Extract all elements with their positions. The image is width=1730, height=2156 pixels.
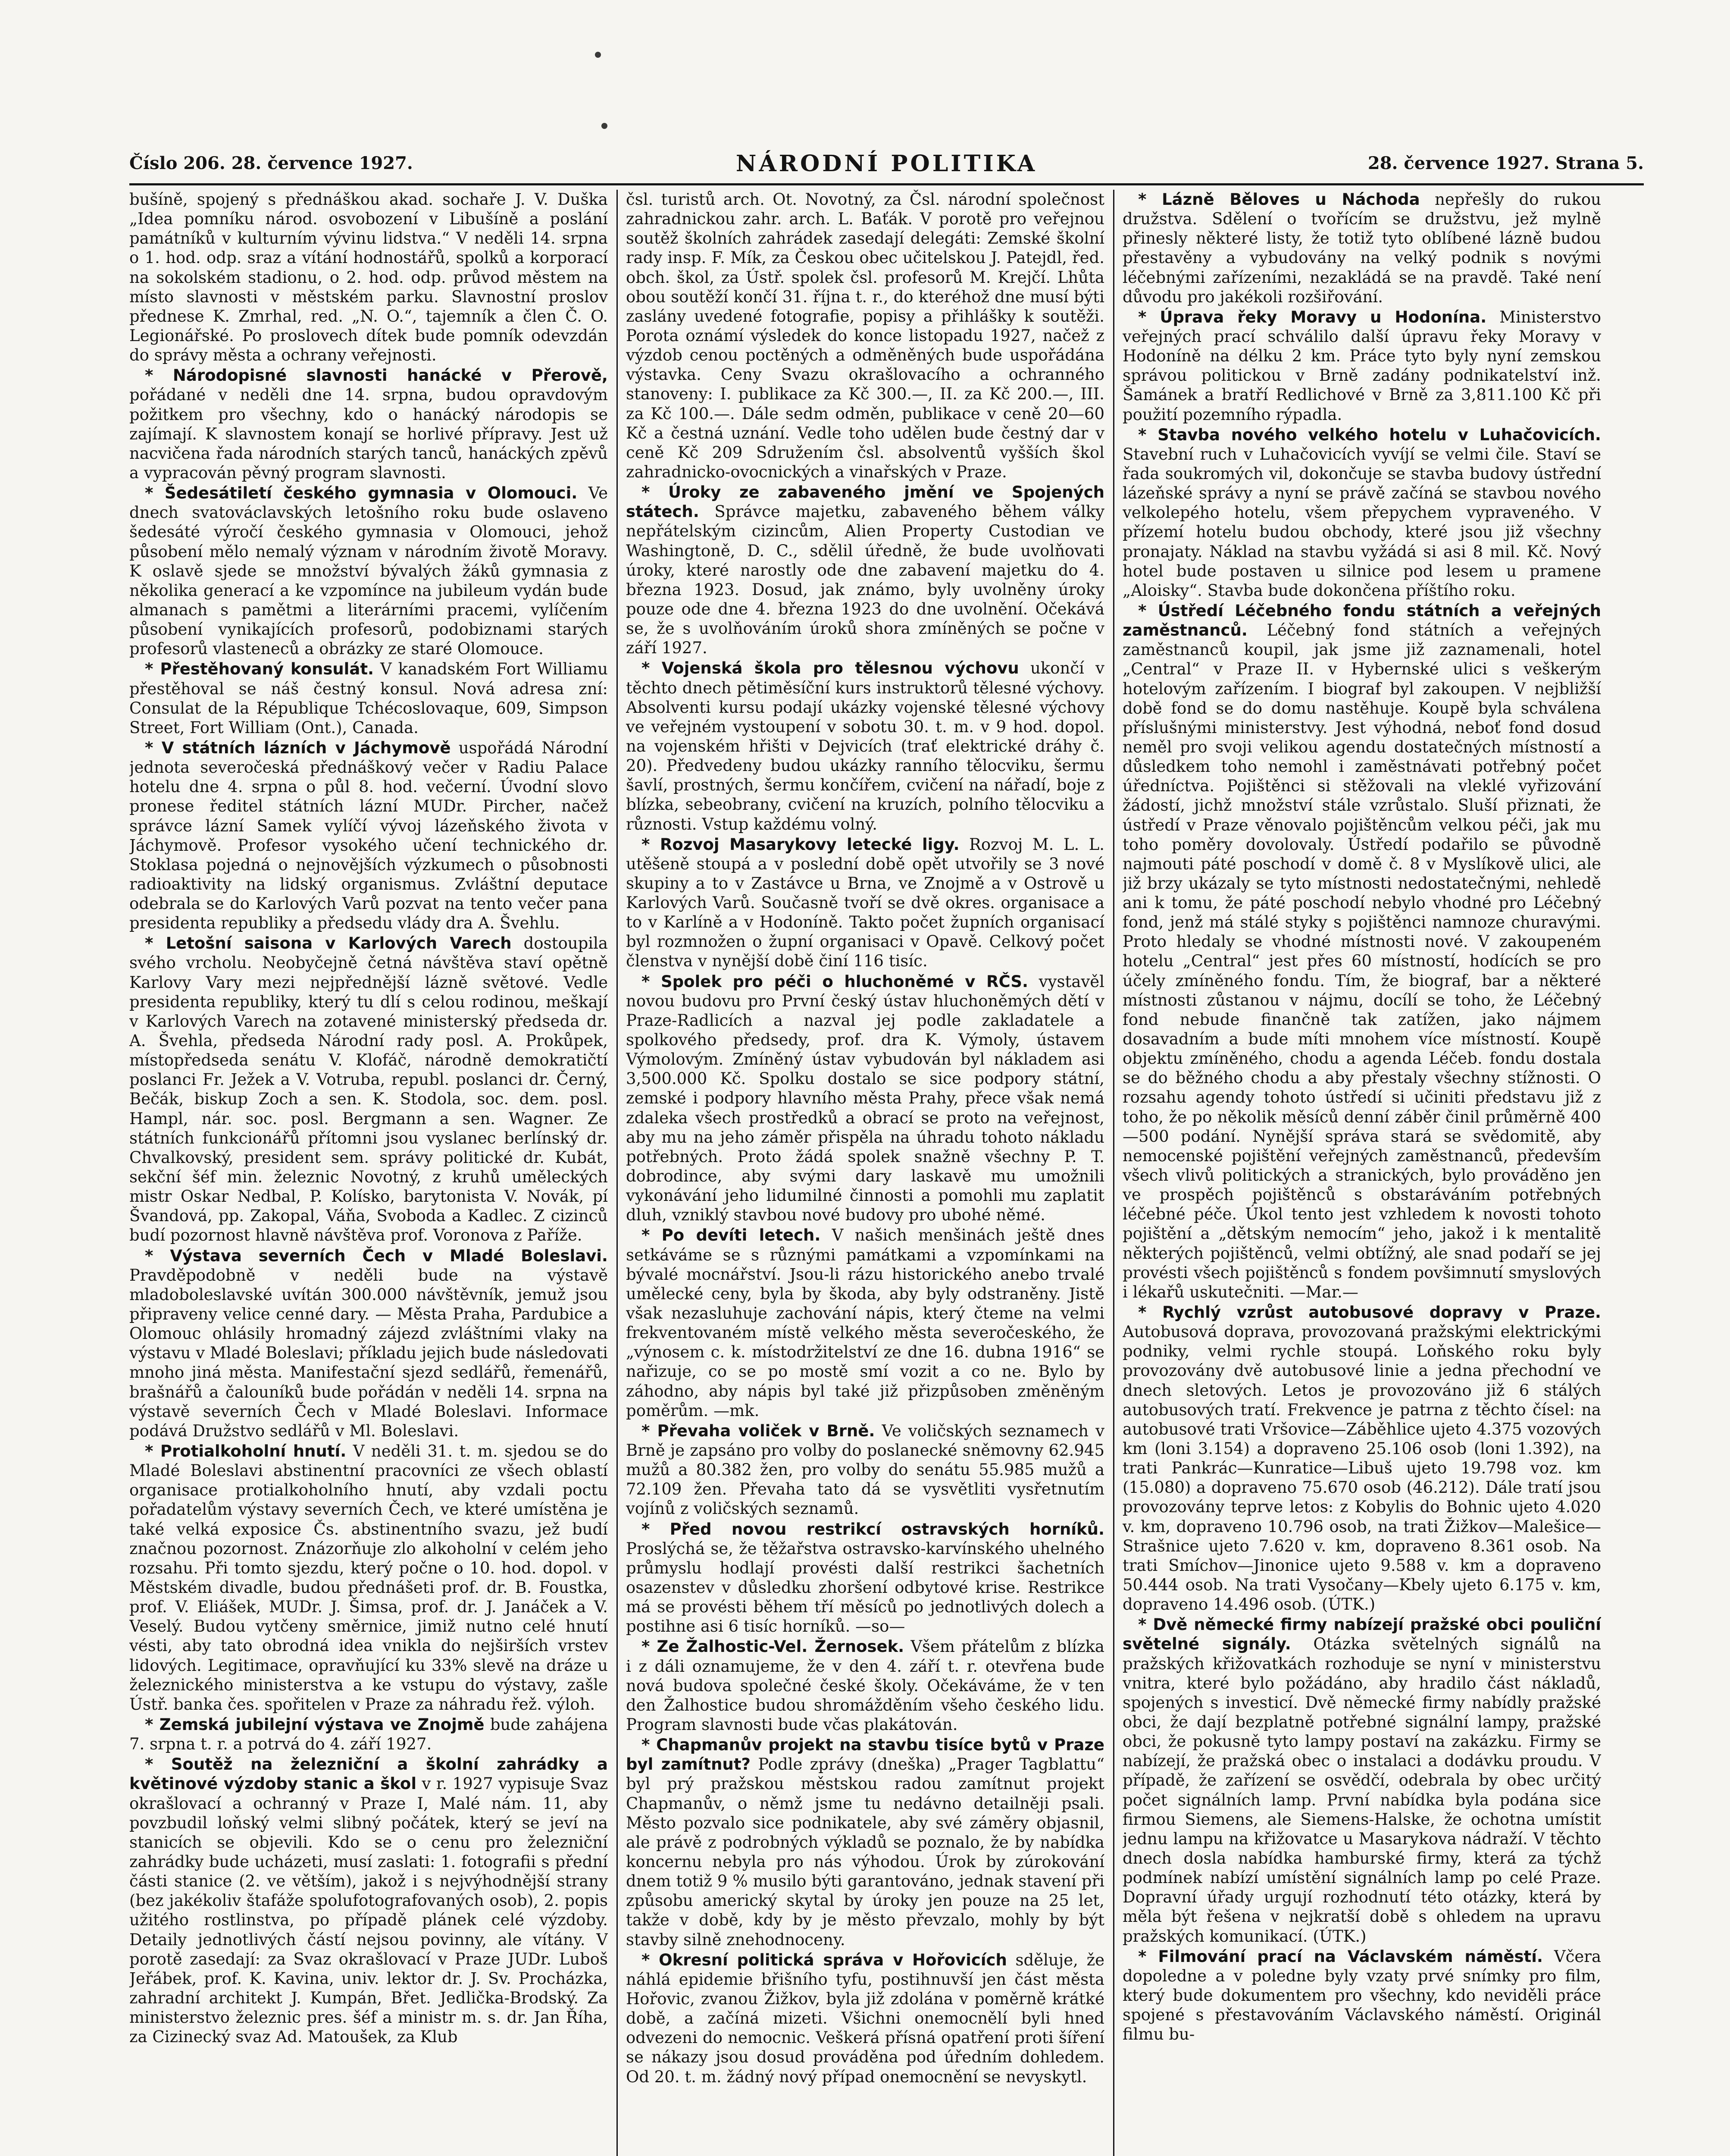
header-rule bbox=[129, 183, 1644, 185]
news-item bbox=[129, 366, 608, 483]
news-item-body: sděluje, že náhlá epidemie břišního tyfu, postihnuvší jen část města Hořovic, zvanou Žižkov, byla již zdolána v poměrně krátké době, a začíná mizeti. Všichni onemocnělí byli hned odvezeni do nemocnic. Veškerá přísná opatření proti šíření se nákazy jsou dosud prováděna pod úředním dohledem. Od 20. t. m. žádný nový případ onemocnění se nevyskytl. bbox=[626, 1950, 1104, 2086]
news-item-body: Proslýchá se, že těžařstva ostravsko-karvínského uhelného průmyslu hodlají provésti další restrikci šachetních osazenstev v důsledku zhoršení odbytové krise. Restrikce má se provésti během tří měsíců po jednotlivých dolech a postihne asi 6 tisíc horníků. —so— bbox=[626, 1539, 1104, 1636]
news-item-body: Ministerstvo veřejných prací schválilo další úpravu řeky Moravy v Hodoníně na délku 2 km. Práce tyto byly nyní zemskou správou politickou v Brně zadány podnikatelství inž. Šamánek a bratří Redlichové v Brně za 3,811.100 Kč při použití pozemního rýpadla. bbox=[1123, 307, 1601, 424]
news-item-headline: * Národopisné slavnosti hanácké v Přerově, bbox=[145, 366, 608, 385]
news-item bbox=[1123, 1303, 1601, 1614]
page-date-number: 28. července 1927. Strana 5. bbox=[1367, 153, 1644, 173]
news-item-body: Všem přátelům z blízka i z dáli oznamujeme, že v den 4. září t. r. otevřena bude nová budova společné české školy. Očekáváme, že v ten den Žalhostice budou shromážděním všeho českého lidu. Program slavnosti bude včas plakátován. bbox=[626, 1637, 1104, 1734]
news-item-headline: * Lázně Běloves u Náchoda bbox=[1138, 190, 1420, 209]
news-item bbox=[129, 483, 608, 658]
print-speck bbox=[595, 52, 601, 58]
news-item-body: Stavební ruch v Luhačovicích vyvíjí se velmi čile. Staví se řada soukromých vil, dokončuje se stavba budovy ústřední lázeňské správy a nyní se právě začíná se stavbou nového velkolepého hotelu, všem přepychem vypraveného. V přízemí hotelu budou obchody, které jsou již všechny pronajaty. Náklad na stavbu vyžádá si asi 8 mil. Kč. Nový hotel bude postaven u silnice pod lesem u pramene „Aloisky“. Stavba bude dokončena příštího roku. bbox=[1123, 445, 1601, 600]
column-2 bbox=[626, 190, 1104, 2156]
news-item bbox=[626, 972, 1104, 1225]
news-item-body: nepřešly do rukou družstva. Sdělení o tvořícím se družstvu, jež mylně přinesly některé listy, že totiž tyto oblíbené lázně budou přestavěny a vybudovány na velký podnik s novými léčebnými zařízeními, nezakládá se na pravdě. Také není důvodu pro jakékoli rozšiřování. bbox=[1123, 190, 1601, 306]
news-item-headline: * Letošní saisona v Karlových Varech bbox=[145, 934, 512, 953]
news-item-body: Rozvoj M. L. L. utěšeně stoupá a v poslední době opět utvořily se 3 nové skupiny a to v Zastávce u Brna, ve Znojmě a v Ostrově u Karlových Varů. Současně tvoří se dvě okres. organisace a to v Karlíně a v Hodoníně. Takto počet župních organisací byl rozmnožen o župní organisaci v Opavě. Celkový počet členstva v nynější době činí 116 tisíc. bbox=[626, 835, 1104, 971]
news-item bbox=[626, 1950, 1104, 2087]
news-item-headline: * Dvě německé firmy nabízejí pražské obci pouliční světelné signály. bbox=[1123, 1615, 1601, 1654]
news-item bbox=[626, 1225, 1104, 1420]
news-item bbox=[626, 658, 1104, 834]
news-item-headline: * Úprava řeky Moravy u Hodonína. bbox=[1138, 307, 1487, 326]
news-item-headline: * Úroky ze zabaveného jmění ve Spojených státech. bbox=[626, 483, 1104, 521]
news-item-body: Otázka světelných signálů na pražských křižovatkách rozhoduje se nyní v ministerstvu vnitra, které bylo požádáno, aby hradilo část nákladů, spojených s investicí. Dvě německé firmy nabídly pražské obci, že dají bezplatně potřebné signální lampy, pražské obci, že pokusně tyto lampy postaví na zakázku. Firmy se nabízejí, že pražská obec o instalaci a dodávku proudu. V případě, že zařízení se osvědčí, odebrala by obec určitý počet signálních lamp. První nabídka byla podána sice firmou Siemens, ale Siemens-Halske, že ochotna umístit jednu lampu na křižovatce u Masarykova nádraží. V těchto dnech dosla nabídka hamburské firmy, která za týchž podmínek nabízí umístění signálních lamp po celé Praze. Dopravní úřady urgují rozhodnutí této otázky, která by měla být řešena v nejkratší době s ohledem na upravu pražských komunikací. (ÚTK.) bbox=[1123, 1635, 1601, 1946]
news-item bbox=[626, 1735, 1104, 1949]
news-item-headline: * Šedesátiletí českého gymnasia v Olomouci. bbox=[145, 484, 578, 503]
news-item-headline: * Přestěhovaný konsulát. bbox=[145, 660, 374, 679]
news-item bbox=[1123, 601, 1601, 1302]
news-item bbox=[626, 190, 1104, 482]
news-item-headline: * Filmování prací na Václavském náměstí. bbox=[1138, 1947, 1543, 1966]
news-item-headline: * Stavba nového velkého hotelu v Luhačovicích. bbox=[1138, 425, 1601, 444]
news-item-headline: * Po devíti letech. bbox=[641, 1226, 821, 1245]
news-item-body: vystavěl novou budovu pro První český ústav hluchoněmých dětí v Praze-Radlicích a nazval jej podle zakladatele a spolkového předsedy, prof. dra K. Výmoly, ústavem Výmolovým. Zmíněný ústav vybudován byl nákladem asi 3,500.000 Kč. Spolku dostalo se sice podpory státní, zemské i podpory hlavního města Prahy, přece však nemá zdaleka všech prostředků a obrací se proto na veřejnost, aby mu na jeho záměr přispěla na úhradu tohoto nákladu potřebných. Proto žádá spolek snažně všechny P. T. dobrodince, aby svými dary laskavě mu umožnili vykonávání jeho lidumilné činnosti a pomohli mu zaplatit dluh, vzniklý stavbou nové budovy pro ubohé němé. bbox=[626, 972, 1104, 1225]
news-item bbox=[1123, 1615, 1601, 1946]
news-item bbox=[626, 483, 1104, 658]
news-item-headline: * Ústředí Léčebného fondu státních a veřejných zaměstnanců. bbox=[1123, 601, 1601, 640]
print-speck bbox=[601, 123, 607, 129]
news-item-body: Včera dopoledne a v poledne byly vzaty prvé snímky pro film, který bude dokumentem pro všechny, kdo neviděli práce spojené s přestavováním Václavského náměstí. Originál filmu bu- bbox=[1123, 1947, 1601, 2044]
news-item-headline: * Rychlý vzrůst autobusové dopravy v Praze. bbox=[1138, 1303, 1601, 1322]
issue-number: Číslo 206. 28. července 1927. bbox=[129, 153, 413, 173]
news-item bbox=[626, 1421, 1104, 1519]
news-item bbox=[626, 835, 1104, 971]
news-item-body: V kanadském Fort Williamu přestěhoval se náš čestný konsul. Nová adresa zní: Consulat de la République Tchécoslovaque, 609, Simpson Street, Fort William (Ont.), Canada. bbox=[129, 660, 608, 737]
news-item bbox=[129, 1246, 608, 1441]
news-item bbox=[1123, 1947, 1601, 2044]
news-item-headline: * Soutěž na železniční a školní zahrádky a květinové výzdoby stanic a škol bbox=[129, 1755, 608, 1793]
news-item-body: Autobusová doprava, provozovaná pražskými elektrickými podniky, velmi rychle stoupá. Loňského roku byly provozovány dvě autobusové linie a jedna přechodní ve dnech sletových. Letos je provozováno již 6 stálých autobusových tratí. Frekvence je patrna z těchto čísel: na autobusové trati Vršovice—Záběhlice ujeto 4.375 vozových km (loni 3.154) a dopraveno 25.106 osob (loni 1.392), na trati Pankrác—Kunratice—Libuš ujeto 19.798 voz. km (15.080) a dopraveno 75.670 osob (46.212). Dále tratí jsou provozovány teprve letos: z Kobylis do Bohnic ujeto 4.020 v. km, dopraveno 10.796 osob, na trati Žižkov—Malešice—Strašnice ujeto 7.620 v. km, dopraveno 8.361 osob. Na trati Smíchov—Jinonice ujeto 9.588 v. km a dopraveno 50.444 osob. Na trati Vysočany—Kbely ujeto 6.175 v. km, dopraveno 14.496 osob. (ÚTK.) bbox=[1123, 1322, 1601, 1614]
news-item-body: bude zahájena 7. srpna t. r. a potrvá do 4. září 1927. bbox=[129, 1715, 608, 1754]
news-item-headline: * Před novou restrikcí ostravských horníků. bbox=[641, 1520, 1104, 1539]
masthead-title: NÁRODNÍ POLITIKA bbox=[735, 150, 1038, 177]
news-item bbox=[626, 1637, 1104, 1734]
news-item-headline: * Ze Žalhostic-Vel. Žernosek. bbox=[641, 1637, 904, 1656]
news-item-body: Léčebný fond státních a veřejných zaměstnanců koupil, jak jsme již zaznamenali, hotel „Central“ v Praze II. v Hybernské ulici s veškerým hotelovým zařízením. I biograf byl zakoupen. V nejbližší době fond se do domu nastěhuje. Koupě byla schválena příslušnými ministerstvy. Jest výhodná, neboť fond dosud neměl pro svoji velikou agendu dostatečných místností a důsledkem toho nemohl i zaměstnávati potřebný počet úředníctva. Pojištěnci si stěžovali na vleklé vyřizování žádostí, jichž množství stále vzrůstalo. Sluší přiznati, že ústředí v Praze věnovalo pojištěncům velkou péči, jak mu toho poměry dovolovaly. Ústředí podařilo se původně najmouti páté poschodí v domě č. 8 v Myslíkově ulici, ale již brzy ukázaly se tyto místnosti nedostatečnými, nehledě ani k tomu, že páté poschodí nebylo vhodné pro Léčebný fond, jenž má stálé styky s pojištěnci namnoze churavými. Proto hledaly se vhodné místnosti nové. V zakoupeném hotelu „Central“ jest přes 60 místností, hodících se pro účely zmíněného fondu. Tím, že biograf, bar a některé místnosti zůstanou v nájmu, docílí se toho, že Léčebný fond nebude finančně tak zatížen, jako nájmem dosavadním a bude míti mnohem více místností. Koupě objektu zmíněného, chodu a agenda Léčeb. fondu dostala se do běžného chodu a aby přestaly všechny stížnosti. O rozsahu agendy tohoto ústředí si učiniti představu již z toho, že po několik měsíců denní záběr činil průměrně 400—500 podání. Nynější správa stará se svědomitě, aby nemocenské pojištění veřejných zaměstnanců, především všech vlivů politických a stranických, bylo prováděno jen ve prospěch pojištěnců s obstaráváním potřebných léčebné péče. Úkol tento jest vzhledem k novosti tohoto pojištění a „dětským nemocím“ jeho, jakož i k mentalitě některých pojištěnců, velmi obtížný, ale snad podaří se jej provésti všech pojištěnců s fondem povšimnutí smyslových i lékařů uskutečniti. —Mar.— bbox=[1123, 621, 1601, 1301]
news-item-headline: * Spolek pro péči o hluchoněmé v RČS. bbox=[641, 972, 1029, 991]
news-item-body: Ve voličských seznamech v Brně je zapsáno pro volby do poslanecké sněmovny 62.945 mužů a 80.382 žen, pro volby do senátu 55.985 mužů a 72.109 žen. Převaha tato dá se vysvětliti vysřetnutím vojínů z voličských seznamů. bbox=[626, 1421, 1104, 1518]
news-item bbox=[626, 1520, 1104, 1636]
news-item bbox=[1123, 190, 1601, 307]
page-header bbox=[129, 150, 1644, 179]
news-item-body: dostoupila svého vrcholu. Neobyčejně četná návštěva staví opětně Karlovy Vary mezi nejpřednější lázně světové. Vedle presidenta republiky, který tu dlí s celou rodinou, meškají v Karlových Varech na zotavené ministerský předseda dr. A. Švehla, předseda Národní rady posl. A. Prokůpek, místopředseda senátu V. Klofáč, národně demokratičtí poslanci Fr. Ježek a V. Votruba, republ. poslanci dr. Černý, Bečák, biskup Zoch a sen. K. Stodola, soc. dem. posl. Hampl, nár. soc. posl. Bergmann a sen. Wagner. Ze státních funkcionářů přítomni jsou vyslanec berlínský dr. Chvalkovský, president sem. správy politické dr. Kubát, sekční šéf min. železnic Novotný, z kruhů uměleckých mistr Oskar Nedbal, P. Kolísko, barytonista V. Novák, pí Švandová, pp. Zakopal, Váňa, Svoboda a Kadlec. Z cizinců budí pozornost hlavně návštěva prof. Voronova z Paříže. bbox=[129, 934, 608, 1245]
news-item-headline: * Protialkoholní hnutí. bbox=[145, 1442, 347, 1460]
news-item-headline: * Rozvoj Masarykovy letecké ligy. bbox=[641, 835, 960, 854]
news-item-headline: * Vojenská škola pro tělesnou výchovu bbox=[641, 659, 1019, 678]
news-item bbox=[1123, 307, 1601, 424]
news-item-headline: * Převaha voliček v Brně. bbox=[641, 1421, 875, 1440]
news-item bbox=[129, 1715, 608, 1754]
news-item bbox=[129, 738, 608, 933]
news-item-body: v r. 1927 vypisuje Svaz okrašlovací a ochranný v Praze I, Malé nám. 11, aby povzbudil loňský velmi slibný počátek, který se jeví na stanicích se objevili. Kdo se o cenu pro železniční zahrádky bude ucházeti, musí zaslati: 1. fotografii s přední části stanice (2. ve větším), jakož i s nejvýhodnější strany (bez jakékoliv štafáže spolufotografovaných osob), 2. popis užitého rostlinstva, po případě plánek celé výzdoby. Detaily jednotlivých částí nejsou povinny, ale vítány. V porotě zasedají: za Svaz okrašlovací v Praze JUDr. Luboš Jeřábek, prof. K. Kavina, univ. lektor dr. J. Sv. Procházka, zahradní architekt J. Kumpán, Břet. Jedlička-Brodský. Za ministerstvo železnic pres. šéf a ministr m. s. dr. Jan Říha, za Cizinecký svaz Ad. Matoušek, za Klub bbox=[129, 1774, 608, 2046]
news-item-headline: * V státních lázních v Jáchymově bbox=[145, 738, 451, 757]
news-item-headline: * Zemská jubilejní výstava ve Znojmě bbox=[145, 1715, 485, 1734]
news-item-body: V našich menšinách ještě dnes setkáváme se s různými památkami a vzpomínkami na bývalé mocnářství. Jsou-li rázu historického anebo trvalé umělecké ceny, byla by škoda, aby byly odstraněny. Jistě však nezasluhuje zachování nápis, který čteme na velmi frekventovaném místě velkého města severočeského, že „výnosem c. k. místodržitelství ze dne 16. dubna 1916“ se nařizuje, co se po mostě smí vozit a co ne. Bylo by záhodno, aby nápis byl také již přizpůsoben změněným poměrům. —mk. bbox=[626, 1226, 1104, 1420]
news-item-headline: * Výstava severních Čech v Mladé Boleslavi. bbox=[145, 1246, 608, 1265]
news-item-body: ukončí v těchto dnech pětiměsíční kurs instruktorů tělesné výchovy. Absolventi kursu podají ukázky vojenské tělesné výchovy ve veřejném vystoupení v sobotu 30. t. m. v 9 hod. dopol. na vojenském hřišti v Dejvicích (trať elektrické dráhy č. 20). Předvedeny budou ukázky ranního tělocviku, šermu šavlí, prostných, šermu končířem, cvičení na nářadí, boje z blízka, sebeobrany, cvičení na kruzích, polního tělocviku a různosti. Vstup každému volný. bbox=[626, 659, 1104, 834]
news-item-body: Ve dnech svatováclavských letošního roku bude oslaveno šedesáté výročí českého gymnasia v Olomouci, jehož působení mělo nemalý význam v národním životě Moravy. K oslavě sjede se množství bývalých žáků gymnasia z několika generací a ke vzpomínce na jubileum vydán bude almanach s pamětmi a literárními pracemi, vylíčením působení vynikajících profesorů, podobiznami starých profesorů vlasteneců a obrázky ze staré Olomouce. bbox=[129, 484, 608, 658]
news-item-body: Podle zprávy (dneška) „Prager Tagblattu“ byl prý pražskou městskou radou zamítnut projekt Chapmanův, o němž jsme tu nedávno detailněji psali. Město pozvalo sice podnikatele, aby své záměry objasnil, ale právě z podrobných výkladů se poznalo, že by nabídka koncernu nebyla pro nás výhodou. Úrok by zúrokování dnem totiž 9 % musilo býti garantováno, jednak stavení při způsobu americký skytal by úroky jen pouze na 25 let, takže v době, kdy by je město převzalo, mohly by být stavby silně znehodnoceny. bbox=[626, 1755, 1104, 1949]
news-item bbox=[1123, 425, 1601, 600]
news-item-body: bušíně, spojený s přednáškou akad. sochaře J. V. Duška „Idea pomníku národ. osvobození v Libušíně a poslání památníků v kulturním vývinu lidstva.“ V neděli 14. srpna o 1. hod. odp. sraz a vítání hodnostářů, spolků a korporací na sokolském stadionu, o 2. hod. odp. průvod městem na místo slavnosti v městském parku. Slavnostní proslov přednese K. Zmrhal, red. „N. O.“, tajemník a člen Č. O. Legionářské. Po proslovech dítek bude pomník odevzdán do správy města a ochrany veřejnosti. bbox=[129, 190, 608, 365]
news-item-body: uspořádá Národní jednota severočeská přednáškový večer v Radiu Palace hotelu dne 4. srpna o půl 8. hod. večerní. Úvodní slovo pronese ředitel státních lázní MUDr. Pircher, načež správce lázní Samek vylíčí vývoj lázeňského života v Jáchymově. Profesor vysokého učení technického dr. Stoklasa pojedná o nejnovějších výzkumech o působnosti radioaktivity na lidský organismus. Zvláštní deputace odebrala se do Karlových Varů pozvat na tento večer pana presidenta republiky a předsedu vlády dra A. Švehlu. bbox=[129, 738, 608, 933]
column-divider bbox=[1113, 190, 1114, 2156]
news-item-headline: * Okresní politická správa v Hořovicích bbox=[641, 1950, 1007, 1969]
news-item-body: V neděli 31. t. m. sjedou se do Mladé Boleslavi abstinentní pracovníci ze všech oblastí organisace protialkoholního hnutí, aby vzdali poctu pořadatelům výstavy severních Čech, ve které umístěna je také velká exposice Čs. abstinentního svazu, jež budí značnou pozornost. Znázorňuje zlo alkoholní v celém jeho rozsahu. Při tomto sjezdu, který počne o 10. hod. dopol. v Městském divadle, budou přednášeti prof. dr. B. Foustka, prof. V. Eliášek, MUDr. J. Šimsa, prof. dr. J. Janáček a V. Veselý. Budou vytčeny směrnice, jimiž nutno celé hnutí vésti, aby tato obrodná idea vnikla do nejširších vrstev lidových. Legitimace, opravňující ku 33% slevě na dráze u železnického ministerstva a ke vstupu do výstavy, zašle Ústř. banka čes. spořitelen v Praze za náhradu řež. výloh. bbox=[129, 1442, 608, 1714]
news-item-body: pořádané v neděli dne 14. srpna, budou opravdovým požitkem pro všechny, kdo o hanácký národopis se zajímají. K slavnostem konají se horlivé přípravy. Jest už nacvičena řada národních starých tanců, hanáckých zpěvů a vypracován pěvný program slavnosti. bbox=[129, 385, 608, 482]
news-item-body: Pravděpodobně v neděli bude na výstavě mladoboleslavské uvítán 300.000 návštěvník, jemuž jsou připraveny velice cenné dary. — Města Praha, Pardubice a Olomouc ohlásily hromadný zájezd zvláštními vlaky na výstavu v Mladé Boleslavi; příkladu jejich bude následovati mnoho jiná města. Manifestační sjezd sedlářů, řemenářů, brašnářů a čalouníků bude pořádán v neděli 14. srpna na výstavě severních Čech v Mladé Boleslavi. Informace podává Družstvo sedlářů v Ml. Boleslavi. bbox=[129, 1266, 608, 1440]
news-item-body: Správce majetku, zabaveného během války nepřátelským cizincům, Alien Property Custodian ve Washingtoně, D. C., sdělil úředně, že bude uvolňovati úroky, které narostly ode dne zabavení majetku do 4. března 1923. Dosud, jak známo, byly uvolněny úroky pouze ode dne 4. března 1923 do dne uvolnění. Očekává se, že s uvolňováním úroků shora zmíněných se počne v září 1927. bbox=[626, 502, 1104, 658]
news-item bbox=[129, 1442, 608, 1714]
news-item bbox=[129, 190, 608, 365]
column-1 bbox=[129, 190, 608, 2156]
news-item bbox=[129, 1755, 608, 2046]
news-item bbox=[129, 934, 608, 1245]
news-item-body: čsl. turistů arch. Ot. Novotný, za Čsl. národní společnost zahradnickou zahr. arch. L. Baťák. V porotě pro veřejnou soutěž školních zahrádek zasedají delegáti: Zemské školní rady insp. F. Mík, za Českou obec učitelskou J. Patejdl, řed. obch. škol, za Ústř. spolek čsl. profesorů M. Krejčí. Lhůta obou soutěží končí 31. října t. r., do kteréhož dne musí býti zaslány uvedené fotografie, popisy a přihlášky k soutěži. Porota oznámí výsledek do konce listopadu 1927, načež z výzdob cenou poctěných a odměněných bude uspořádána výstavka. Ceny Svazu okrašlovacího a ochranného stanoveny: I. publikace za Kč 300.—, II. za Kč 200.—, III. za Kč 100.—. Dále sedm odměn, publikace v ceně 20—60 Kč a čestná uznání. Vedle toho udělen bude čestný dar v ceně Kč 209 Sdružením čsl. absolventů vyšších škol zahradnicko-ovocnických a vinařských v Praze. bbox=[626, 190, 1104, 481]
news-item-headline: * Chapmanův projekt na stavbu tisíce bytů v Praze byl zamítnut? bbox=[626, 1736, 1104, 1774]
column-divider bbox=[616, 190, 618, 2156]
news-item bbox=[129, 659, 608, 737]
column-3 bbox=[1123, 190, 1601, 2156]
